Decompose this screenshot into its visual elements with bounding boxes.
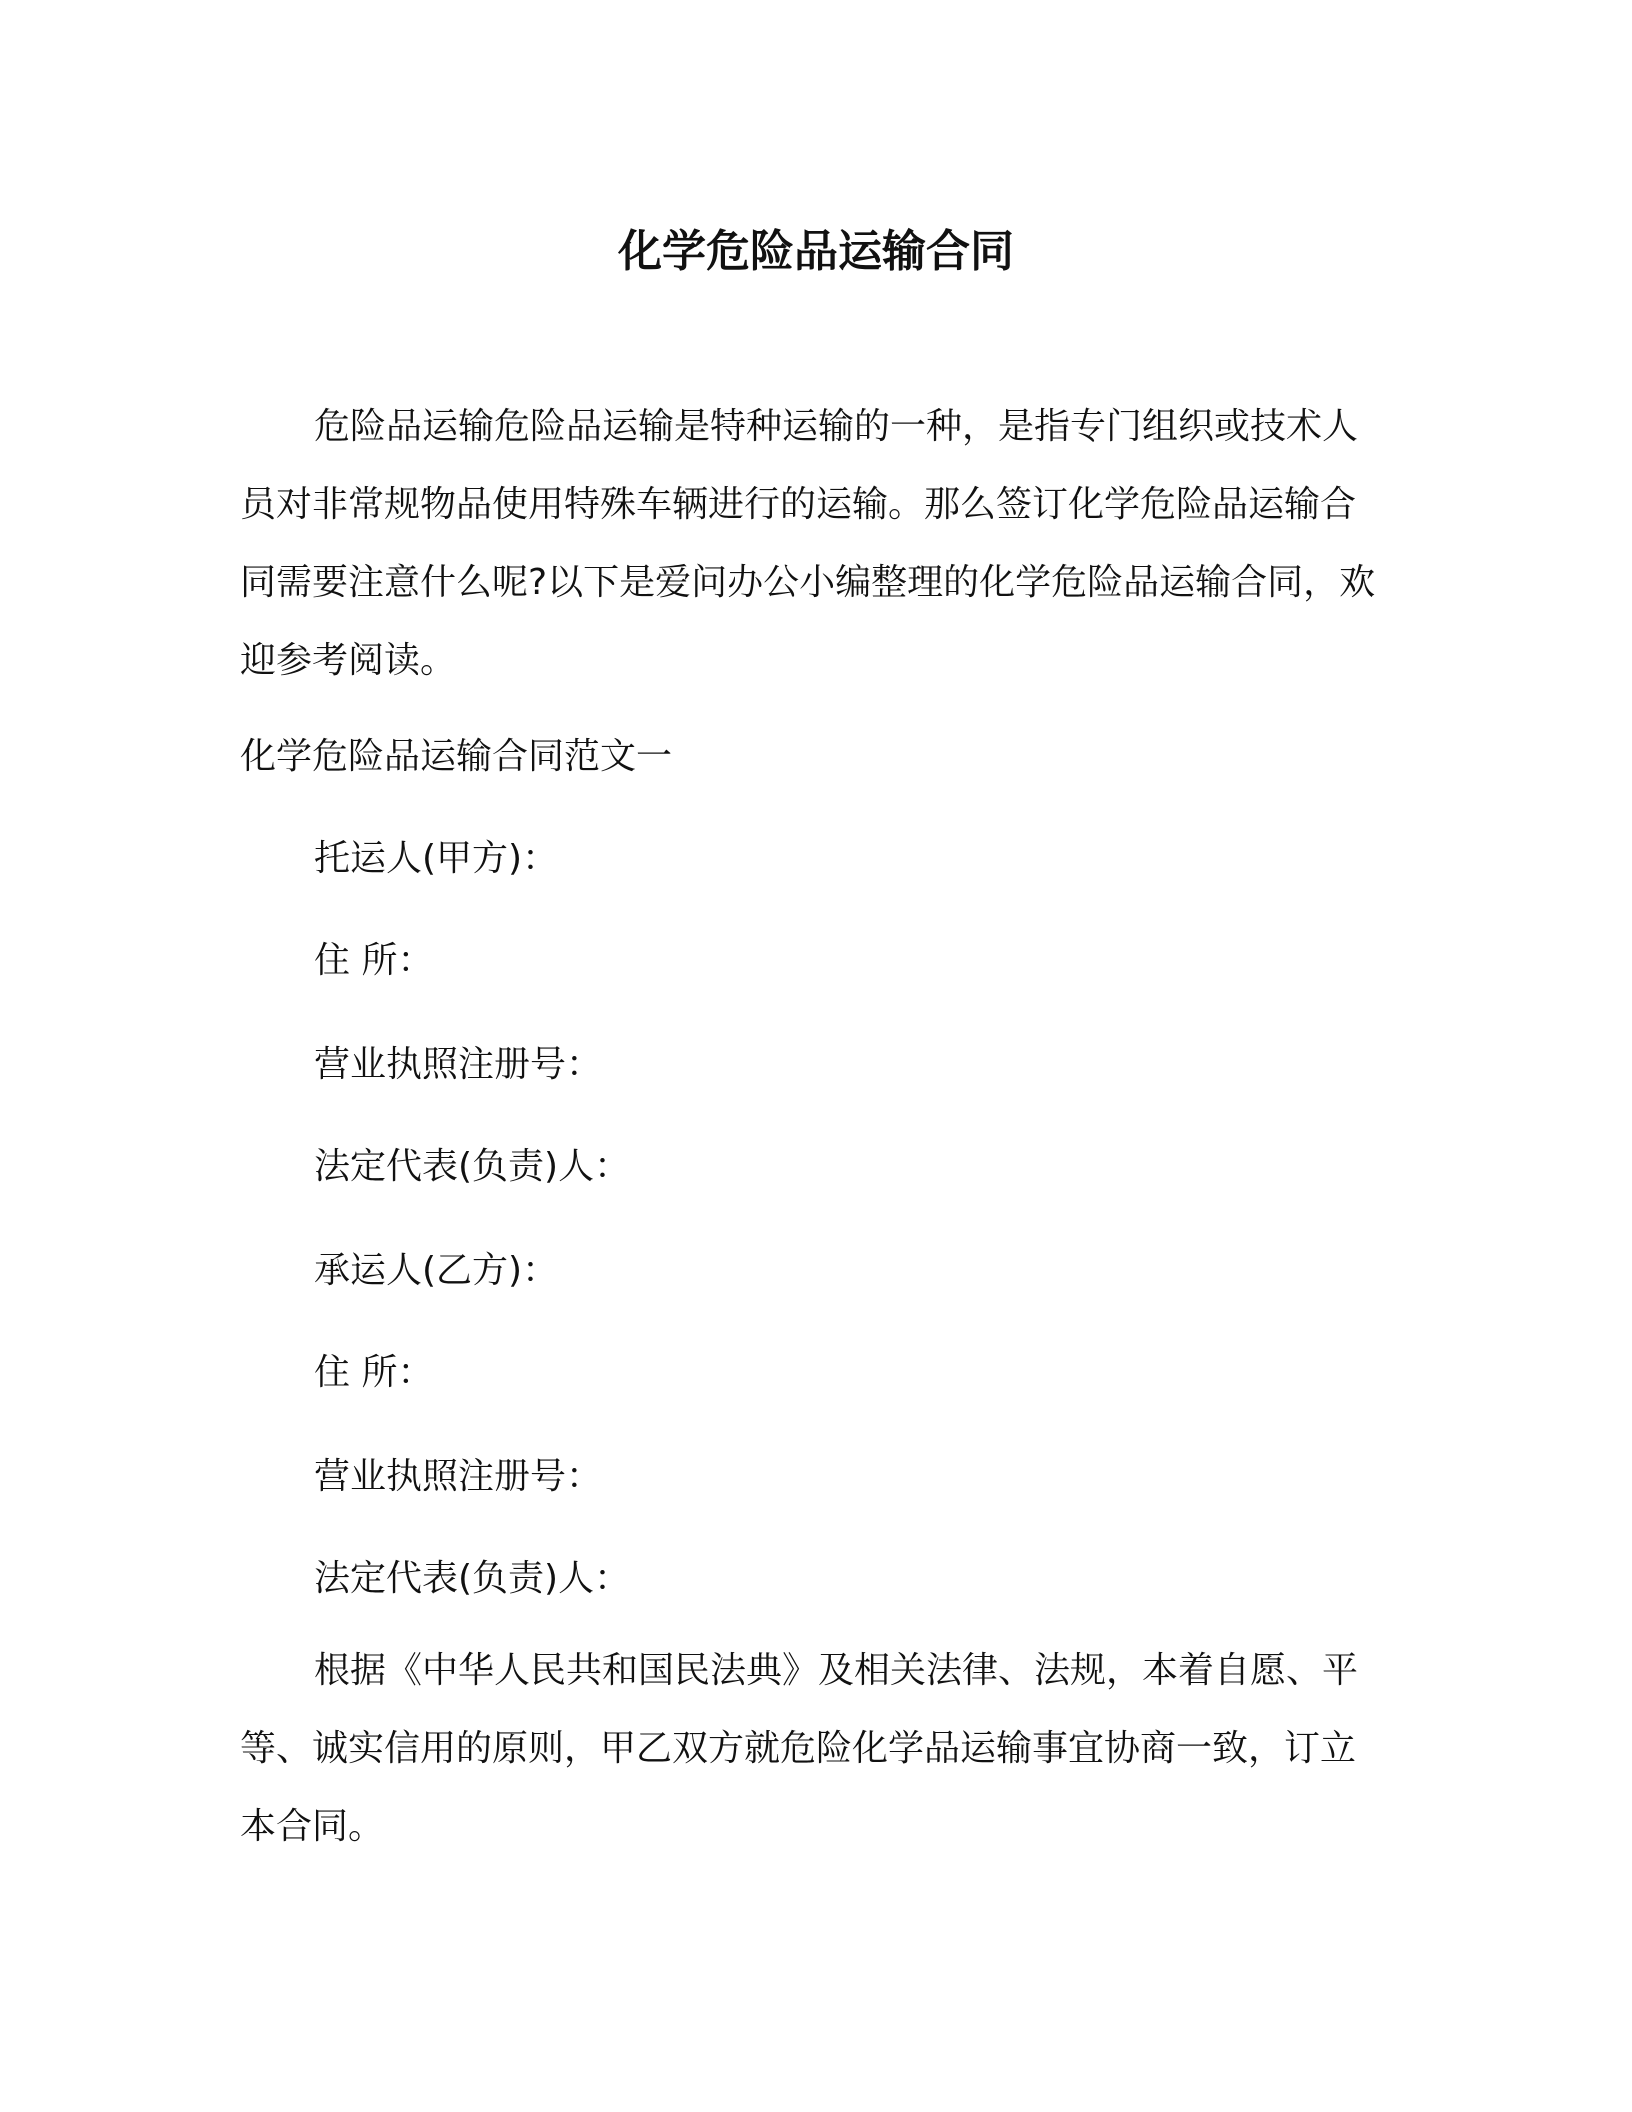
field-carrier: 承运人(乙方)： bbox=[314, 1250, 559, 1291]
section-heading: 化学危险品运输合同范文一 bbox=[240, 736, 673, 777]
field-consignor-address: 住 所： bbox=[314, 940, 434, 981]
document-title: 化学危险品运输合同 bbox=[618, 226, 1014, 277]
field-consignor-representative: 法定代表(负责)人： bbox=[314, 1146, 631, 1187]
field-carrier-representative: 法定代表(负责)人： bbox=[314, 1558, 631, 1599]
field-carrier-address: 住 所： bbox=[314, 1352, 434, 1393]
closing-paragraph: 根据《中华人民共和国民法典》及相关法律、法规，本着自愿、平等、诚实信用的原则，甲乙双方就危险化学品运输事宜协商一致，订立本合同。 bbox=[240, 1650, 1359, 1847]
field-consignor: 托运人(甲方)： bbox=[314, 838, 559, 879]
field-consignor-license: 营业执照注册号： bbox=[314, 1044, 603, 1085]
field-carrier-license: 营业执照注册号： bbox=[314, 1456, 603, 1497]
intro-paragraph: 危险品运输危险品运输是特种运输的一种，是指专门组织或技术人员对非常规物品使用特殊车辆进行的运输。那么签订化学危险品运输合同需要注意什么呢?以下是爱问办公小编整理的化学危险品运输合同，欢迎参考阅读。 bbox=[240, 406, 1376, 681]
